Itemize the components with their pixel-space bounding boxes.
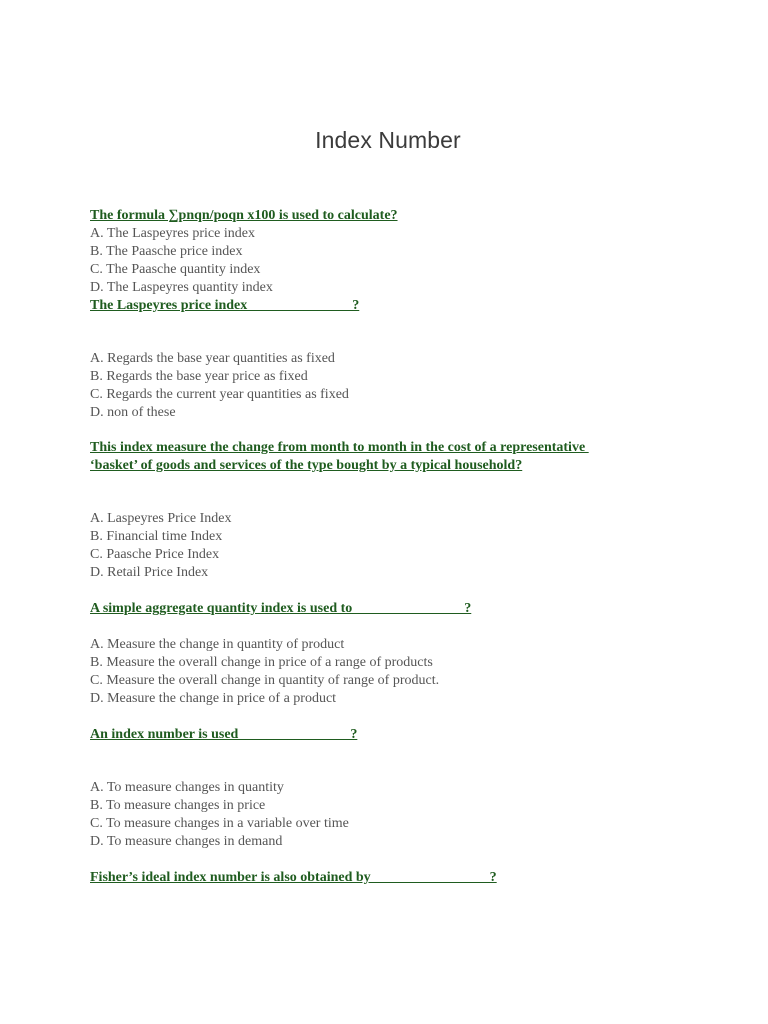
question-5-option-d: D. To measure changes in demand (90, 834, 283, 849)
question-1 (90, 207, 710, 297)
question-1-option-d: D. The Laspeyres quantity index (90, 280, 273, 295)
spacer (90, 475, 710, 510)
question-1-option-c: C. The Paasche quantity index (90, 262, 261, 277)
question-5-option-b: B. To measure changes in price (90, 798, 266, 813)
question-4 (90, 600, 710, 708)
spacer (90, 744, 710, 779)
question-1-prompt: The formula ∑pnqn/poqn x100 is used to calculate? (90, 208, 398, 223)
question-5 (90, 726, 710, 851)
question-3-prompt-line-2: ‘basket’ of goods and services of the type bought by a typical household? (90, 458, 523, 473)
question-6-prompt: Fisher’s ideal index number is also obtained by_________________? (90, 870, 497, 885)
question-6 (90, 869, 710, 887)
question-3-option-a: A. Laspeyres Price Index (90, 511, 232, 526)
question-2-option-c: C. Regards the current year quantities as fixed (90, 387, 349, 402)
spacer (90, 618, 710, 636)
question-5-option-a: A. To measure changes in quantity (90, 780, 284, 795)
question-4-option-a: A. Measure the change in quantity of product (90, 637, 345, 652)
question-3-option-c: C. Paasche Price Index (90, 547, 220, 562)
question-3-prompt-line-1: This index measure the change from month to month in the cost of a representative (90, 440, 589, 455)
question-3-option-b: B. Financial time Index (90, 529, 223, 544)
spacer (90, 315, 710, 350)
question-2-option-b: B. Regards the base year price as fixed (90, 369, 308, 384)
question-5-prompt: An index number is used________________? (90, 727, 358, 742)
question-1-option-b: B. The Paasche price index (90, 244, 243, 259)
question-2 (90, 297, 710, 422)
question-4-prompt: A simple aggregate quantity index is used to________________? (90, 601, 472, 616)
question-2-option-a: A. Regards the base year quantities as fixed (90, 351, 335, 366)
question-4-option-d: D. Measure the change in price of a product (90, 691, 337, 706)
question-2-option-d: D. non of these (90, 405, 176, 420)
question-4-option-c: C. Measure the overall change in quantity of range of product. (90, 673, 440, 688)
question-4-option-b: B. Measure the overall change in price of a range of products (90, 655, 433, 670)
question-3-option-d: D. Retail Price Index (90, 565, 209, 580)
question-list (90, 207, 710, 887)
question-2-prompt: The Laspeyres price index_______________? (90, 298, 360, 313)
question-3 (90, 439, 710, 582)
question-1-option-a: A. The Laspeyres price index (90, 226, 255, 241)
page-title: Index Number (315, 127, 461, 153)
question-5-option-c: C. To measure changes in a variable over time (90, 816, 349, 831)
